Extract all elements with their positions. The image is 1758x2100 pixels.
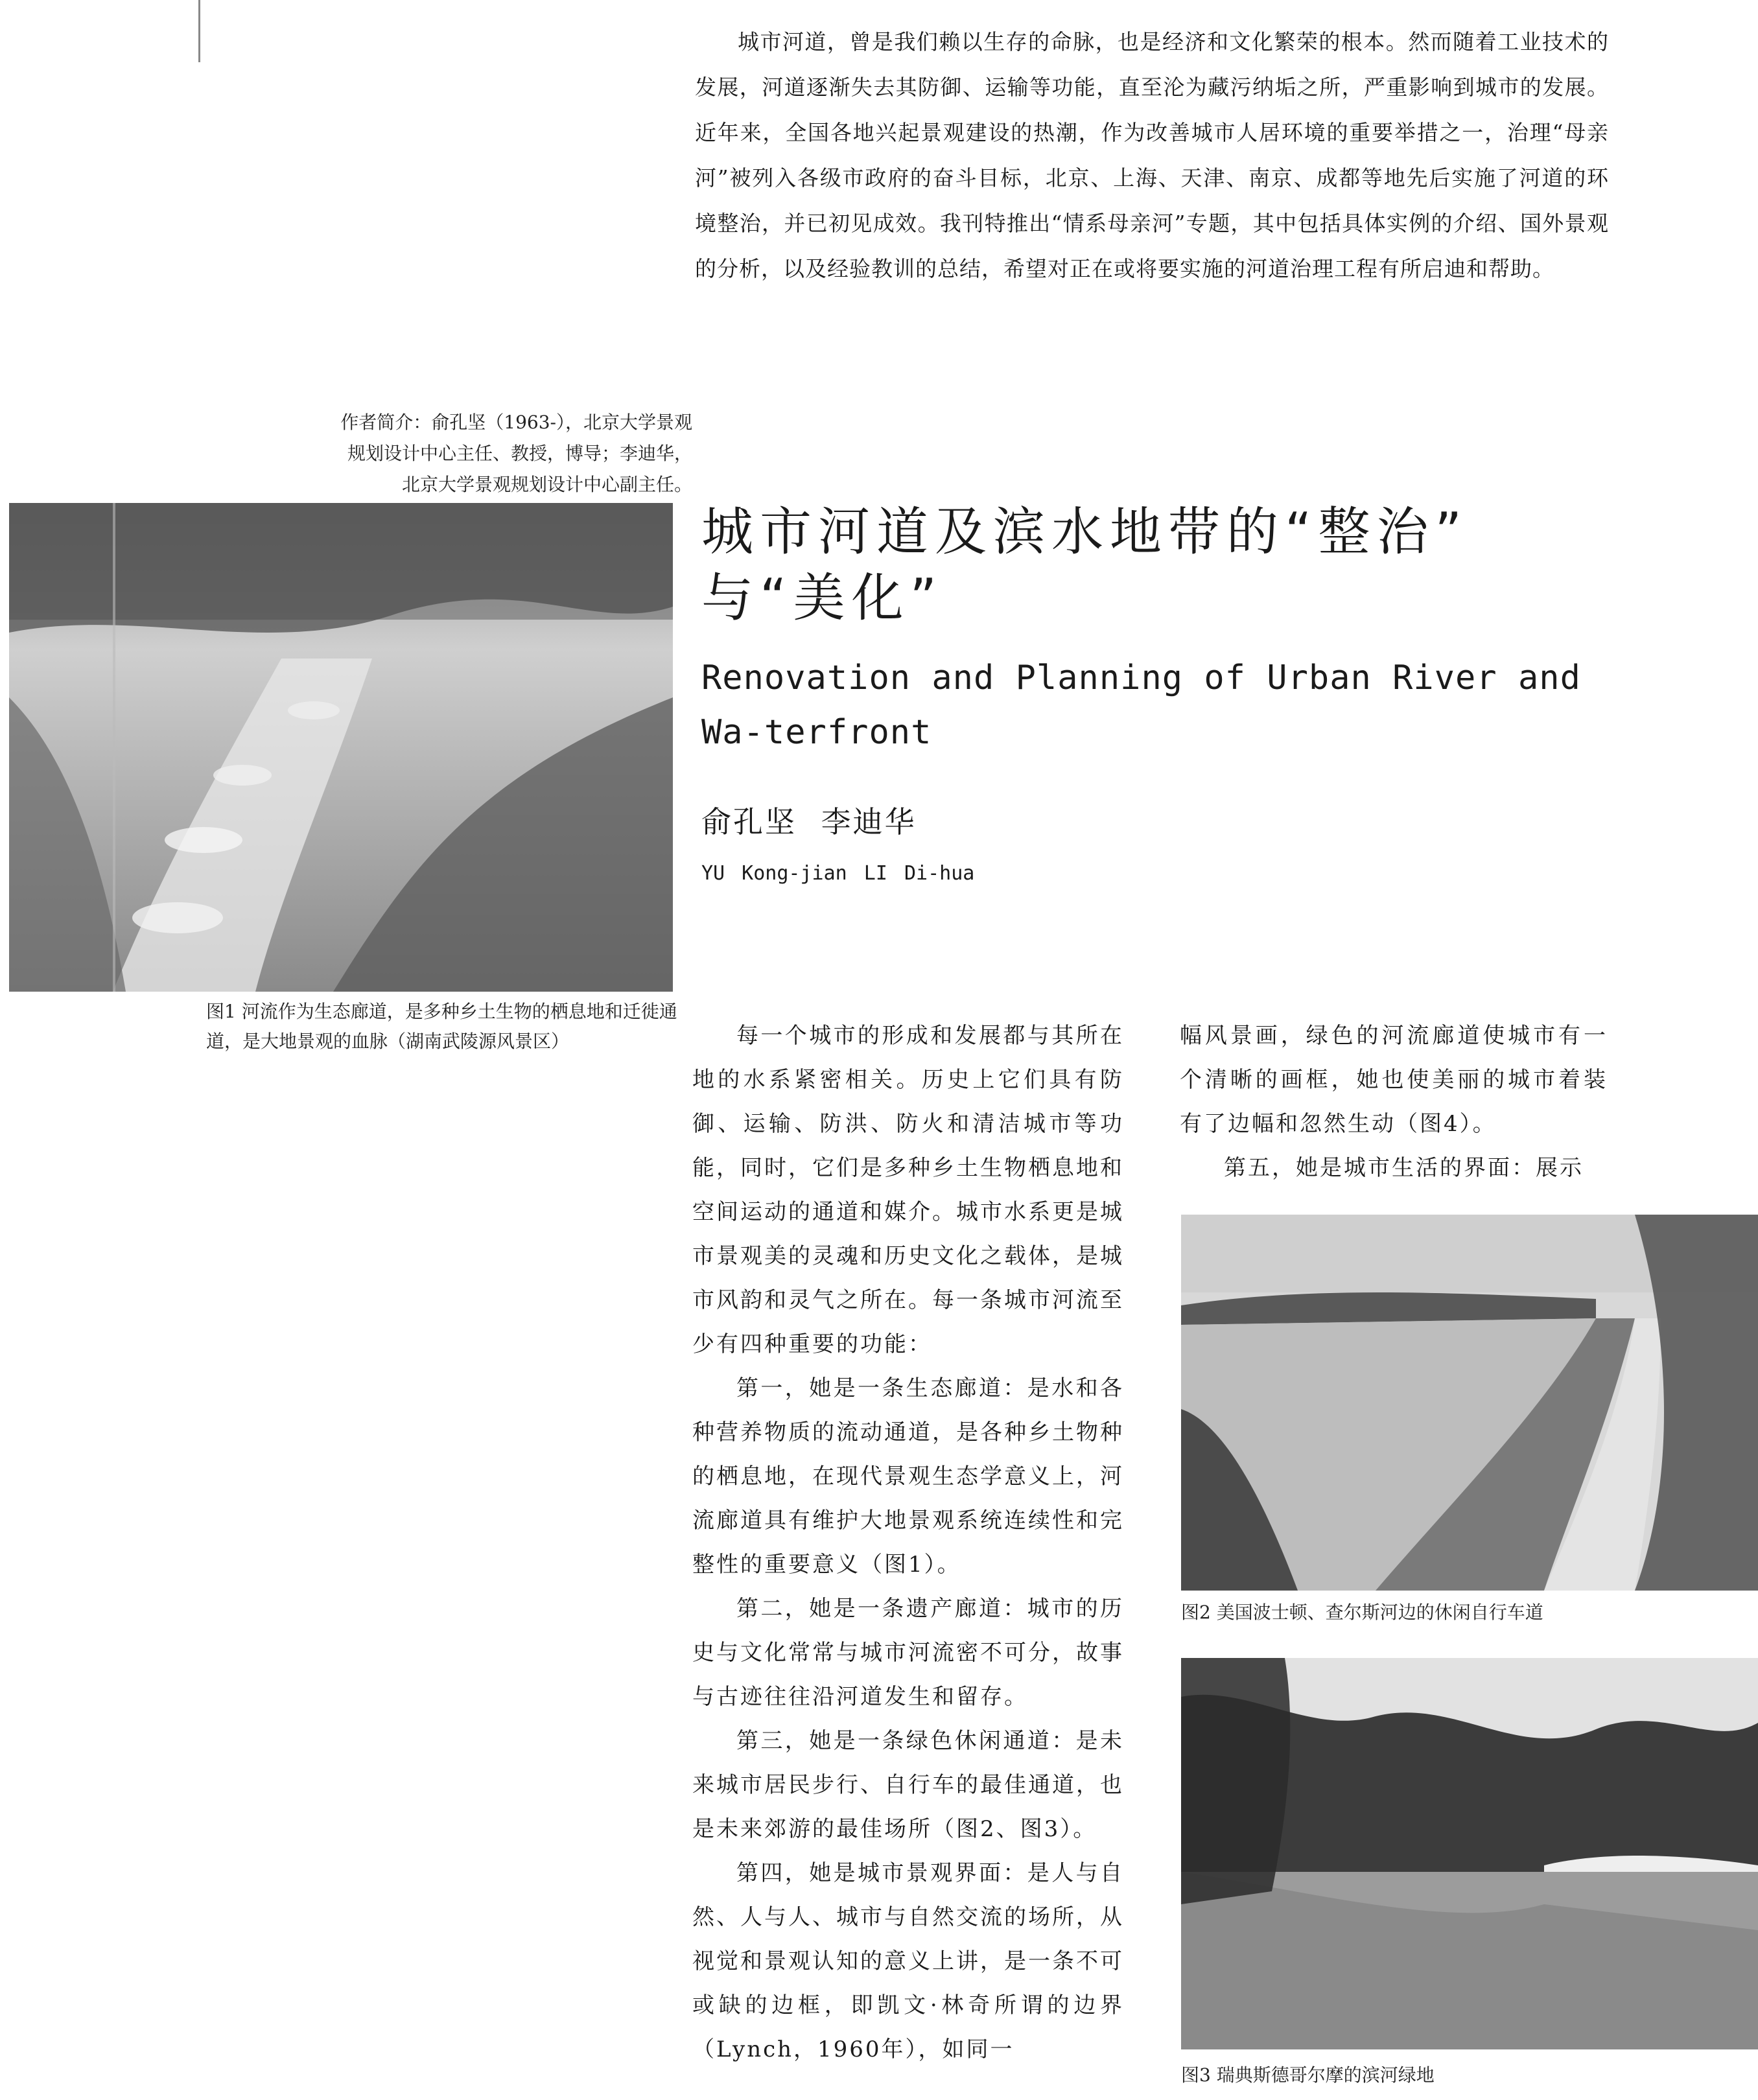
- body-column-1: [692, 1014, 1124, 2071]
- figure-3-caption: 图3 瑞典斯德哥尔摩的滨河绿地: [1181, 2064, 1435, 2086]
- body-paragraph: 第二，她是一条遗产廊道：城市的历史与文化常常与城市河流密不可分，故事与古迹往往沿河道发生和留存。: [692, 1596, 1124, 1710]
- author-note: [233, 407, 692, 500]
- body-column-2: [1180, 1014, 1608, 1190]
- figure-1-caption: 图1 河流作为生态廊道，是多种乡土生物的栖息地和迁徙通道，是大地景观的血脉（湖南武陵源风景区）: [206, 1001, 677, 1052]
- author-note-line: 北京大学景观规划设计中心副主任。: [401, 474, 692, 495]
- margin-rule: [198, 0, 200, 62]
- authors-english: YU Kong-jian LI Di-hua: [701, 862, 975, 885]
- author-note-line: 作者简介：俞孔坚（1963-），北京大学景观: [340, 412, 692, 433]
- title-line: 城市河道及滨水地带的“整治”: [701, 502, 1468, 562]
- title-line: 与“美化”: [701, 568, 943, 628]
- authors-chinese: 俞孔坚 李迪华: [701, 804, 917, 839]
- figure-1-stream-photo: [9, 503, 673, 992]
- body-paragraph: 幅风景画，绿色的河流廊道使城市有一个清晰的画框，她也使美丽的城市着装有了边幅和忽然生动（图4）。: [1180, 1023, 1608, 1137]
- article-title: [701, 499, 1674, 631]
- author-note-line: 规划设计中心主任、教授，博导；李迪华，: [347, 443, 692, 464]
- figure-3-riverside-green-photo: [1181, 1658, 1758, 2049]
- body-paragraph: 第三，她是一条绿色休闲通道：是未来城市居民步行、自行车的最佳通道，也是未来郊游的最佳场所（图2、图3）。: [692, 1728, 1124, 1842]
- figure-2-river-bikepath-photo: [1181, 1215, 1758, 1591]
- body-paragraph: 第四，她是城市景观界面：是人与自然、人与人、城市与自然交流的场所，从视觉和景观认知的意义上讲，是一条不可或缺的边框，即凯文·林奇所谓的边界（Lynch，1960年），如同一: [692, 1860, 1124, 2062]
- body-paragraph: 每一个城市的形成和发展都与其所在地的水系紧密相关。历史上它们具有防御、运输、防洪、防火和清洁城市等功能，同时，它们是多种乡土生物栖息地和空间运动的通道和媒介。城市水系更是城市景观美的灵魂和历史文化之载体，是城市风韵和灵气之所在。每一条城市河流至少有四种重要的功能：: [692, 1023, 1124, 1357]
- body-paragraph: 第五，她是城市生活的界面：展示: [1224, 1155, 1584, 1181]
- figure-2-caption: 图2 美国波士顿、查尔斯河边的休闲自行车道: [1181, 1602, 1543, 1623]
- english-title: Renovation and Planning of Urban River and Wa-terfront: [701, 659, 1581, 752]
- body-paragraph: 第一，她是一条生态廊道：是水和各种营养物质的流动通道，是各种乡土物种的栖息地，在现代景观生态学意义上，河流廊道具有维护大地景观系统连续性和完整性的重要意义（图1）。: [692, 1375, 1124, 1578]
- intro-paragraph: 城市河道，曾是我们赖以生存的命脉，也是经济和文化繁荣的根本。然而随着工业技术的发展，河道逐渐失去其防御、运输等功能，直至沦为藏污纳垢之所，严重影响到城市的发展。近年来，全国各地兴起景观建设的热潮，作为改善城市人居环境的重要举措之一，治理“母亲河”被列入各级市政府的奋斗目标，北京、上海、天津、南京、成都等地先后实施了河道的环境整治，并已初见成效。我刊特推出“情系母亲河”专题，其中包括具体实例的介绍、国外景观的分析，以及经验教训的总结，希望对正在或将要实施的河道治理工程有所启迪和帮助。: [695, 29, 1609, 281]
